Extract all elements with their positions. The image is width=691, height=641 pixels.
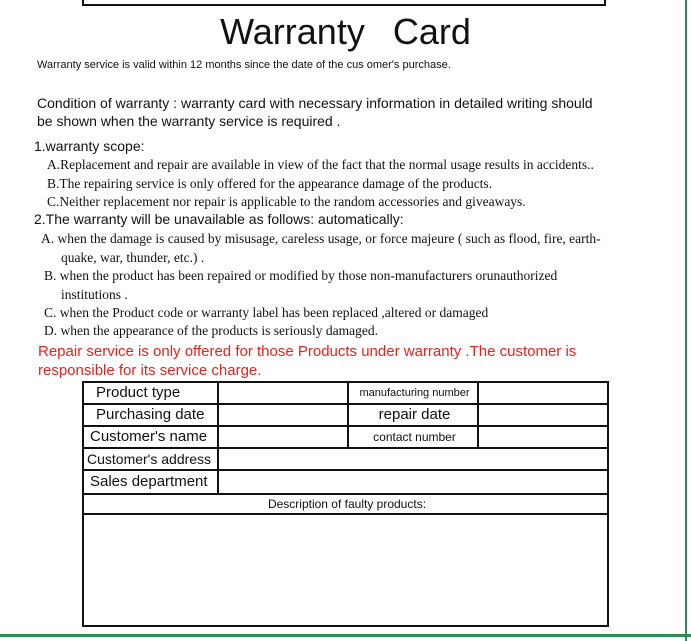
repair-date-label: repair date [348, 404, 478, 426]
customer-name-label: Customer's name [83, 426, 218, 448]
description-field[interactable] [83, 514, 608, 626]
unavailable-item-a-cont: quake, war, thunder, etc.) . [61, 250, 205, 265]
validity-text: Warranty service is valid within 12 months since the date of the cus omer's purchase. [37, 59, 451, 71]
unavailable-item-b-cont: institutions . [61, 287, 128, 302]
customer-address-label: Customer's address [83, 448, 218, 470]
unavailable-item-b: B. when the product has been repaired or modified by those non-manufacturers orunauthorized [44, 268, 558, 283]
condition-line-2: be shown when the warranty service is required . [37, 113, 341, 129]
unavailable-item-a: A. when the damage is caused by misusage, careless usage, or force majeure ( such as flood, fire, earth- [41, 231, 601, 246]
customer-address-field[interactable] [218, 448, 608, 470]
description-label: Description of faulty products: [83, 494, 608, 514]
condition-line-1: Condition of warranty : warranty card with necessary information in detailed writing should [37, 95, 593, 111]
customer-name-field[interactable] [218, 426, 348, 448]
product-type-field[interactable] [218, 382, 348, 404]
right-border-line [685, 0, 687, 641]
scope-item-a: A.Replacement and repair are available in view of the fact that the normal usage results in accidents.. [47, 157, 594, 172]
bottom-border-line [0, 634, 691, 637]
scope-heading: 1.warranty scope: [34, 138, 145, 154]
contact-number-field[interactable] [478, 426, 608, 448]
contact-number-label: contact number [348, 426, 478, 448]
unavailable-heading: 2.The warranty will be unavailable as follows: automatically: [34, 211, 404, 227]
product-type-label: Product type [83, 382, 218, 404]
top-frame [82, 0, 606, 6]
warranty-form [82, 381, 609, 627]
scope-item-b: B.The repairing service is only offered for the appearance damage of the products. [47, 176, 493, 191]
sales-department-label: Sales department [83, 470, 218, 494]
manufacturing-number-field[interactable] [478, 382, 608, 404]
card-title: Warranty Card [220, 11, 471, 52]
repair-date-field[interactable] [478, 404, 608, 426]
purchasing-date-field[interactable] [218, 404, 348, 426]
notice-line-2: responsible for its service charge. [38, 362, 262, 379]
purchasing-date-label: Purchasing date [83, 404, 218, 426]
manufacturing-number-label: manufacturing number [348, 382, 478, 404]
sales-department-field[interactable] [218, 470, 608, 494]
unavailable-item-c: C. when the Product code or warranty label has been replaced ,altered or damaged [44, 305, 489, 320]
notice-line-1: Repair service is only offered for those Products under warranty .The customer is [38, 343, 577, 360]
scope-item-c: C.Neither replacement nor repair is applicable to the random accessories and giveaways. [47, 194, 526, 209]
unavailable-item-d: D. when the appearance of the products is seriously damaged. [44, 323, 379, 338]
